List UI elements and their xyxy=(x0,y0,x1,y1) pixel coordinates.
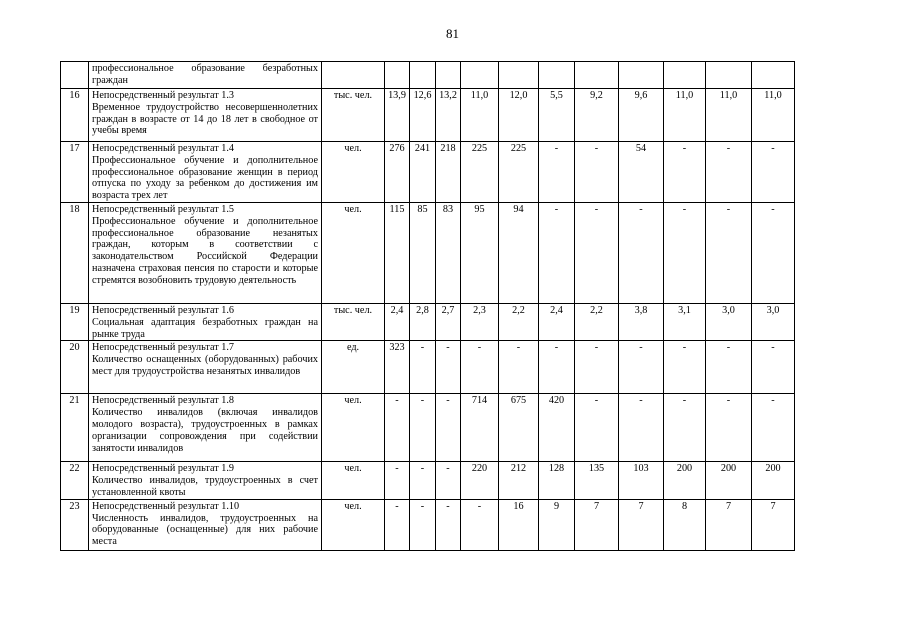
value-cell: 212 xyxy=(499,462,539,499)
value-cell: - xyxy=(410,499,436,550)
result-title: Непосредственный результат 1.6 xyxy=(92,304,234,316)
value-cell xyxy=(752,62,795,89)
table-row xyxy=(61,394,795,462)
result-description: Профессиональное обучение и дополнительное профессиональное образование незанятых граждан, которым в соответствии с законодательством Российской Федерации назначена страховая пенсия по старости и которые стремятся возобновить трудовую деятельность xyxy=(92,215,318,286)
value-cell: - xyxy=(539,202,575,303)
result-description: Количество оснащенных (оборудованных) рабочих мест для трудоустройства незанятых инвалидов xyxy=(92,354,318,377)
row-description xyxy=(89,303,322,340)
value-cell: 5,5 xyxy=(539,89,575,142)
table-body xyxy=(61,62,795,551)
value-cell: 103 xyxy=(619,462,664,499)
value-cell: 2,4 xyxy=(539,303,575,340)
results-table xyxy=(60,61,795,551)
value-cell: 200 xyxy=(706,462,752,499)
value-cell: 13,2 xyxy=(436,89,461,142)
value-cell: 9,6 xyxy=(619,89,664,142)
value-cell: 11,0 xyxy=(664,89,706,142)
value-cell xyxy=(619,62,664,89)
table-row xyxy=(61,142,795,203)
result-title: Непосредственный результат 1.5 xyxy=(92,203,234,215)
value-cell: - xyxy=(706,394,752,462)
value-cell: 276 xyxy=(385,142,410,203)
row-unit: чел. xyxy=(322,142,385,203)
row-unit: тыс. чел. xyxy=(322,89,385,142)
value-cell: - xyxy=(706,341,752,394)
value-cell: 218 xyxy=(436,142,461,203)
value-cell xyxy=(539,62,575,89)
value-cell: - xyxy=(752,202,795,303)
row-number: 20 xyxy=(61,341,89,394)
value-cell: 12,0 xyxy=(499,89,539,142)
value-cell: - xyxy=(664,394,706,462)
value-cell: - xyxy=(436,499,461,550)
value-cell: 13,9 xyxy=(385,89,410,142)
result-description: Количество инвалидов (включая инвалидов молодого возраста), трудоустроенных в рамках организации сопровождения при содействии занятости инвалидов xyxy=(92,407,318,454)
value-cell: 85 xyxy=(410,202,436,303)
row-number: 21 xyxy=(61,394,89,462)
value-cell: - xyxy=(575,142,619,203)
table-row xyxy=(61,462,795,499)
value-cell: - xyxy=(499,341,539,394)
value-cell: 3,8 xyxy=(619,303,664,340)
value-cell: - xyxy=(664,341,706,394)
value-cell: - xyxy=(575,341,619,394)
value-cell: - xyxy=(575,394,619,462)
value-cell: 11,0 xyxy=(706,89,752,142)
value-cell: 8 xyxy=(664,499,706,550)
value-cell: 3,0 xyxy=(706,303,752,340)
value-cell xyxy=(461,62,499,89)
value-cell: 7 xyxy=(575,499,619,550)
value-cell: - xyxy=(575,202,619,303)
value-cell: - xyxy=(436,341,461,394)
row-description xyxy=(89,394,322,462)
value-cell: 3,0 xyxy=(752,303,795,340)
value-cell: - xyxy=(461,499,499,550)
value-cell: - xyxy=(619,394,664,462)
row-unit: чел. xyxy=(322,202,385,303)
row-number: 19 xyxy=(61,303,89,340)
value-cell: 225 xyxy=(499,142,539,203)
value-cell: 2,3 xyxy=(461,303,499,340)
result-title: Непосредственный результат 1.4 xyxy=(92,143,234,154)
value-cell: 675 xyxy=(499,394,539,462)
row-description xyxy=(89,462,322,499)
value-cell: - xyxy=(619,341,664,394)
result-title: Непосредственный результат 1.3 xyxy=(92,90,234,101)
row-number xyxy=(61,62,89,89)
row-number: 23 xyxy=(61,499,89,550)
value-cell: 200 xyxy=(752,462,795,499)
row-description xyxy=(89,142,322,203)
row-description xyxy=(89,341,322,394)
result-description: Социальная адаптация безработных граждан на рынке труда xyxy=(92,316,318,340)
result-title: Непосредственный результат 1.9 xyxy=(92,463,234,475)
value-cell: 2,7 xyxy=(436,303,461,340)
value-cell: 2,2 xyxy=(499,303,539,340)
value-cell: 7 xyxy=(752,499,795,550)
value-cell: - xyxy=(385,462,410,499)
value-cell: 16 xyxy=(499,499,539,550)
row-description xyxy=(89,89,322,142)
table-row xyxy=(61,202,795,303)
result-description: Профессиональное обучение и дополнительное профессиональное образование женщин в период отпуска по уходу за ребенком до достижения им возраста трех лет xyxy=(92,154,318,202)
value-cell xyxy=(499,62,539,89)
value-cell: 95 xyxy=(461,202,499,303)
row-unit: чел. xyxy=(322,462,385,499)
value-cell: - xyxy=(752,341,795,394)
row-unit: чел. xyxy=(322,499,385,550)
value-cell: 11,0 xyxy=(752,89,795,142)
value-cell: 420 xyxy=(539,394,575,462)
value-cell: 3,1 xyxy=(664,303,706,340)
value-cell: 7 xyxy=(706,499,752,550)
table-row xyxy=(61,62,795,89)
row-unit: тыс. чел. xyxy=(322,303,385,340)
result-description: Количество инвалидов, трудоустроенных в счет установленной квоты xyxy=(92,475,318,498)
value-cell: 7 xyxy=(619,499,664,550)
value-cell: - xyxy=(619,202,664,303)
result-title: Непосредственный результат 1.8 xyxy=(92,395,234,407)
row-unit: чел. xyxy=(322,394,385,462)
value-cell: - xyxy=(436,462,461,499)
value-cell: 200 xyxy=(664,462,706,499)
value-cell xyxy=(575,62,619,89)
table-row xyxy=(61,341,795,394)
value-cell: 225 xyxy=(461,142,499,203)
row-unit: ед. xyxy=(322,341,385,394)
value-cell: - xyxy=(752,142,795,203)
row-unit xyxy=(322,62,385,89)
table-row xyxy=(61,89,795,142)
row-description xyxy=(89,499,322,550)
value-cell: 54 xyxy=(619,142,664,203)
value-cell: - xyxy=(664,142,706,203)
row-number: 17 xyxy=(61,142,89,203)
value-cell xyxy=(664,62,706,89)
value-cell: - xyxy=(385,394,410,462)
value-cell: 115 xyxy=(385,202,410,303)
value-cell: - xyxy=(410,462,436,499)
value-cell: 83 xyxy=(436,202,461,303)
value-cell: - xyxy=(385,499,410,550)
value-cell: 2,4 xyxy=(385,303,410,340)
value-cell: - xyxy=(436,394,461,462)
value-cell: - xyxy=(664,202,706,303)
value-cell: 220 xyxy=(461,462,499,499)
value-cell: 12,6 xyxy=(410,89,436,142)
value-cell: 714 xyxy=(461,394,499,462)
row-description: профессиональное образование безработных граждан xyxy=(89,62,322,89)
value-cell: - xyxy=(410,394,436,462)
value-cell: - xyxy=(461,341,499,394)
result-description: Временное трудоустройство несовершеннолетних граждан в возрасте от 14 до 18 лет в свободное от учебы время xyxy=(92,101,318,137)
value-cell xyxy=(385,62,410,89)
value-cell: - xyxy=(539,341,575,394)
page-number: 81 xyxy=(446,26,459,41)
value-cell: 323 xyxy=(385,341,410,394)
value-cell xyxy=(410,62,436,89)
value-cell: 11,0 xyxy=(461,89,499,142)
value-cell: - xyxy=(410,341,436,394)
table-row xyxy=(61,303,795,340)
result-description: Численность инвалидов, трудоустроенных на оборудованные (оснащенные) для них рабочие места xyxy=(92,512,318,548)
value-cell: 2,8 xyxy=(410,303,436,340)
value-cell: - xyxy=(539,142,575,203)
value-cell: - xyxy=(752,394,795,462)
row-number: 18 xyxy=(61,202,89,303)
result-title: Непосредственный результат 1.7 xyxy=(92,342,234,354)
result-title: Непосредственный результат 1.10 xyxy=(92,500,240,512)
value-cell xyxy=(436,62,461,89)
row-number: 16 xyxy=(61,89,89,142)
row-description xyxy=(89,202,322,303)
table-row xyxy=(61,499,795,550)
row-number: 22 xyxy=(61,462,89,499)
value-cell: - xyxy=(706,202,752,303)
value-cell: 9 xyxy=(539,499,575,550)
value-cell: 94 xyxy=(499,202,539,303)
value-cell xyxy=(706,62,752,89)
value-cell: 135 xyxy=(575,462,619,499)
value-cell: - xyxy=(706,142,752,203)
value-cell: 9,2 xyxy=(575,89,619,142)
value-cell: 2,2 xyxy=(575,303,619,340)
value-cell: 128 xyxy=(539,462,575,499)
value-cell: 241 xyxy=(410,142,436,203)
